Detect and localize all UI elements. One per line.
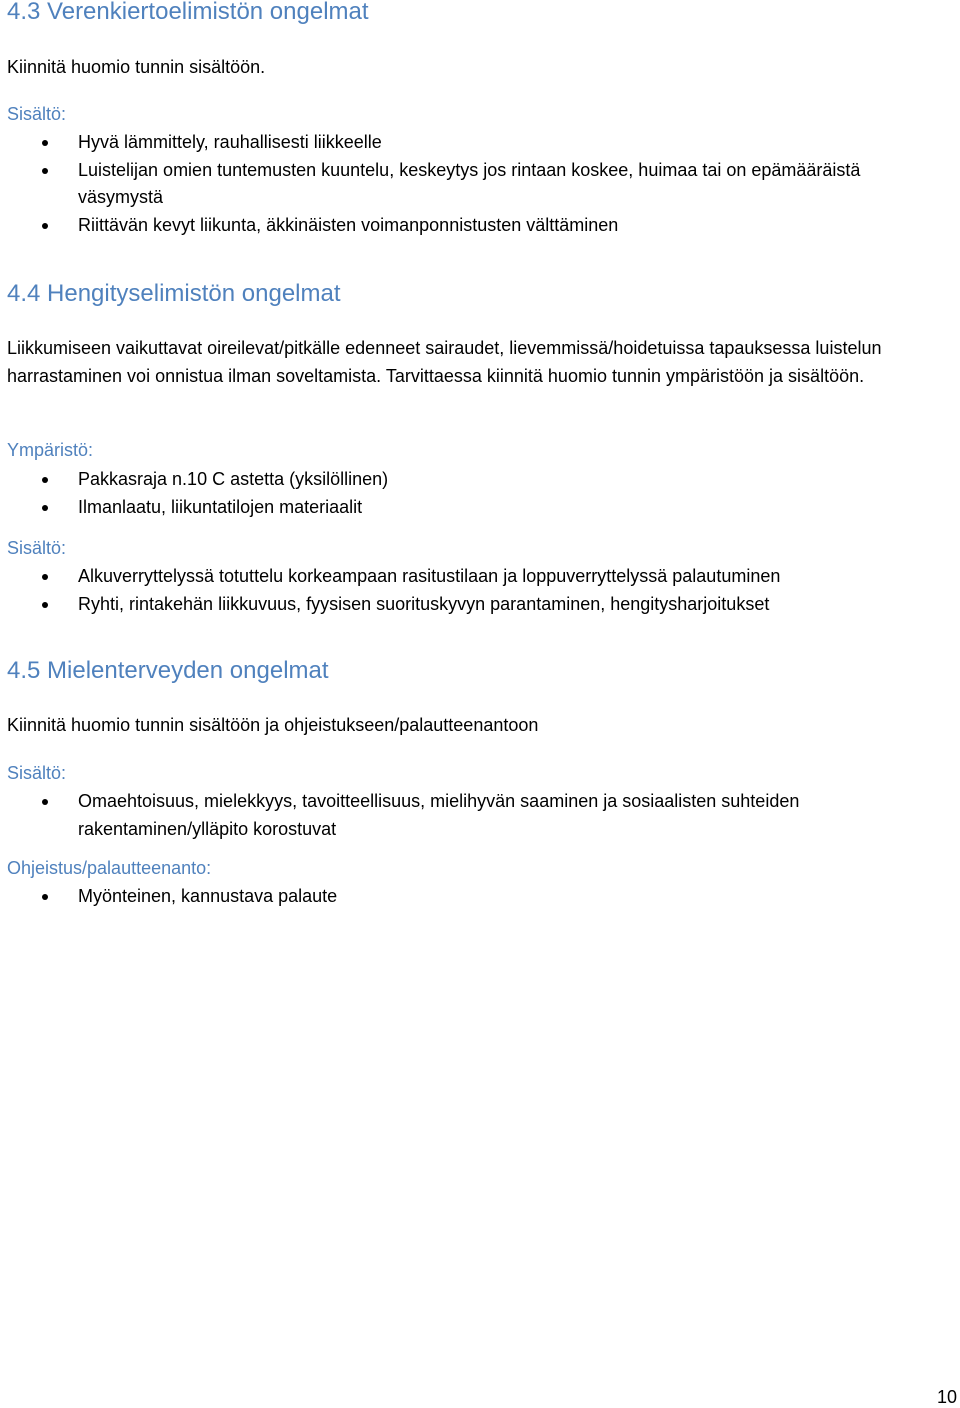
guidance-list-4-5	[7, 883, 942, 911]
list-item: Luistelijan omien tuntemusten kuuntelu, keskeytys jos rintaan koskee, huimaa tai on epämääräistä väsymystä	[7, 157, 942, 212]
environment-label-4-4: Ympäristö:	[7, 440, 94, 460]
page-number: 10	[936, 1387, 957, 1407]
bullet-icon	[42, 574, 48, 580]
section-heading-4-5: 4.5 Mielenterveyden ongelmat	[7, 657, 329, 684]
bullet-icon	[42, 223, 48, 229]
content-label-4-5: Sisältö:	[7, 763, 67, 783]
section-intro-4-4: Liikkumiseen vaikuttavat oireilevat/pitkälle edenneet sairaudet, lievemmissä/hoidetuissa tapauksessa luistelun harrastaminen voi onnistua ilman soveltamista. Tarvittaessa kiinnitä huomio tunnin ympäristöön ja sisältöön.	[7, 338, 882, 386]
section-heading-4-3: 4.3 Verenkiertoelimistön ongelmat	[7, 0, 369, 25]
environment-list-4-4	[7, 466, 942, 521]
list-item: Ryhti, rintakehän liikkuvuus, fyysisen suorituskyvyn parantaminen, hengitysharjoitukset	[7, 591, 942, 619]
section-intro-4-3: Kiinnitä huomio tunnin sisältöön.	[7, 57, 266, 77]
section-heading-4-4: 4.4 Hengityselimistön ongelmat	[7, 280, 341, 307]
content-label-4-3: Sisältö:	[7, 104, 67, 124]
list-item: Riittävän kevyt liikunta, äkkinäisten voimanponnistusten välttäminen	[7, 212, 942, 240]
bullet-icon	[42, 602, 48, 608]
list-item: Myönteinen, kannustava palaute	[7, 883, 942, 911]
guidance-label-4-5: Ohjeistus/palautteenanto:	[7, 858, 212, 878]
list-item: Ilmanlaatu, liikuntatilojen materiaalit	[7, 494, 942, 522]
content-list-4-4	[7, 563, 942, 618]
bullet-icon	[42, 505, 48, 511]
list-item: Omaehtoisuus, mielekkyys, tavoitteellisuus, mielihyvän saaminen ja sosiaalisten suhteiden rakentaminen/ylläpito korostuvat	[7, 788, 942, 843]
list-item: Pakkasraja n.10 C astetta (yksilöllinen)	[7, 466, 942, 494]
bullet-icon	[42, 799, 48, 805]
section-intro-4-5: Kiinnitä huomio tunnin sisältöön ja ohjeistukseen/palautteenantoon	[7, 715, 539, 735]
list-item: Alkuverryttelyssä totuttelu korkeampaan rasitustilaan ja loppuverryttelyssä palautuminen	[7, 563, 942, 591]
bullet-icon	[42, 477, 48, 483]
content-list-4-3	[7, 129, 942, 239]
list-item: Hyvä lämmittely, rauhallisesti liikkeelle	[7, 129, 942, 157]
bullet-icon	[42, 140, 48, 146]
content-label-4-4: Sisältö:	[7, 538, 67, 558]
bullet-icon	[42, 894, 48, 900]
bullet-icon	[42, 168, 48, 174]
content-list-4-5	[7, 788, 942, 843]
